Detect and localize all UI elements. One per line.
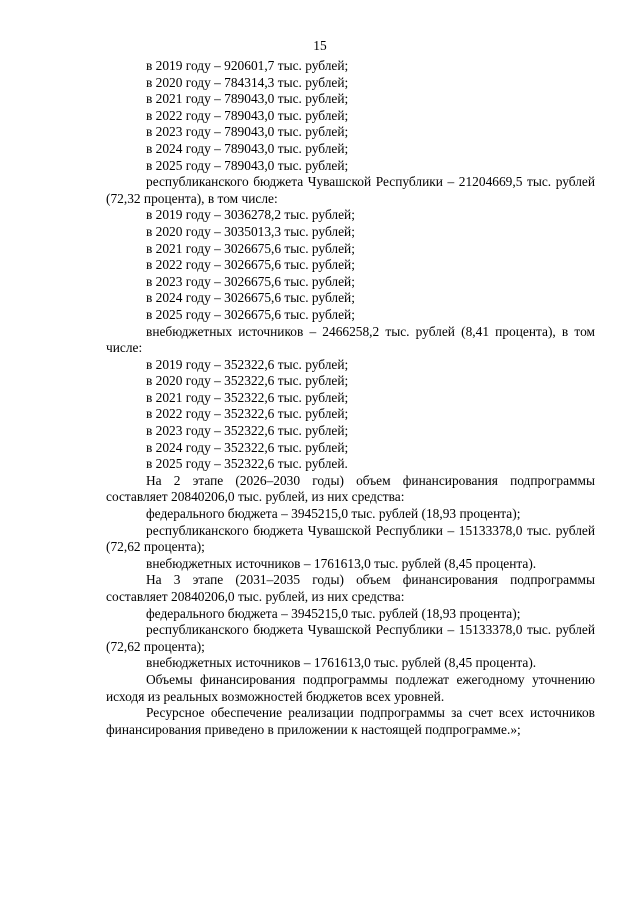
paragraph: Объемы финансирования подпрограммы подлежат ежегодному уточнению исходя из реальных возможностей бюджетов всех уровней.	[106, 671, 595, 704]
list-item: в 2019 году – 920601,7 тыс. рублей;	[146, 58, 349, 73]
paragraph: внебюджетных источников – 1761613,0 тыс. рублей (8,45 процента).	[146, 555, 537, 571]
list-item: в 2022 году – 789043,0 тыс. рублей;	[146, 107, 349, 123]
paragraph: внебюджетных источников – 2466258,2 тыс. рублей (8,41 процента), в том числе:	[106, 323, 595, 356]
list-item: в 2021 году – 352322,6 тыс. рублей;	[146, 389, 349, 405]
list-item: в 2021 году – 789043,0 тыс. рублей;	[146, 91, 349, 107]
paragraph: республиканского бюджета Чувашской Республики – 15133378,0 тыс. рублей (72,62 процента);	[106, 522, 595, 555]
paragraph: федерального бюджета – 3945215,0 тыс. рублей (18,93 процента);	[146, 506, 521, 522]
list-item: в 2024 году – 3026675,6 тыс. рублей;	[146, 290, 355, 306]
list-item: в 2023 году – 3026675,6 тыс. рублей;	[146, 273, 355, 289]
list-item: в 2020 году – 784314,3 тыс. рублей;	[146, 74, 349, 90]
list-item: в 2025 году – 352322,6 тыс. рублей.	[146, 456, 348, 472]
paragraph: внебюджетных источников – 1761613,0 тыс. рублей (8,45 процента).	[146, 655, 537, 671]
list-item: в 2023 году – 352322,6 тыс. рублей;	[146, 423, 349, 439]
paragraph: На 2 этапе (2026–2030 годы) объем финансирования подпрограммы составляет 20840206,0 тыс. рублей, из них средства:	[106, 472, 595, 505]
list-item: в 2024 году – 789043,0 тыс. рублей;	[146, 140, 349, 156]
page-number: 15	[313, 38, 327, 53]
list-item: в 2020 году – 3035013,3 тыс. рублей;	[146, 223, 355, 239]
list-item: в 2023 году – 789043,0 тыс. рублей;	[146, 124, 349, 140]
list-item: в 2022 году – 3026675,6 тыс. рублей;	[146, 257, 355, 273]
list-item: в 2025 году – 789043,0 тыс. рублей;	[146, 157, 349, 173]
paragraph: На 3 этапе (2031–2035 годы) объем финансирования подпрограммы составляет 20840206,0 тыс. рублей, из них средства:	[106, 572, 595, 604]
list-item: в 2025 году – 3026675,6 тыс. рублей;	[146, 306, 355, 322]
paragraph: федерального бюджета – 3945215,0 тыс. рублей (18,93 процента);	[146, 605, 521, 621]
list-item: в 2019 году – 352322,6 тыс. рублей;	[146, 356, 349, 372]
paragraph: республиканского бюджета Чувашской Республики – 21204669,5 тыс. рублей (72,32 процента), в том числе:	[106, 174, 595, 206]
document-body	[106, 58, 595, 738]
list-item: в 2019 году – 3036278,2 тыс. рублей;	[146, 207, 355, 223]
paragraph: республиканского бюджета Чувашской Республики – 15133378,0 тыс. рублей (72,62 процента);	[106, 622, 595, 654]
list-item: в 2024 году – 352322,6 тыс. рублей;	[146, 439, 349, 455]
list-item: в 2021 году – 3026675,6 тыс. рублей;	[146, 240, 355, 256]
list-item: в 2020 году – 352322,6 тыс. рублей;	[146, 373, 349, 389]
list-item: в 2022 году – 352322,6 тыс. рублей;	[146, 406, 349, 422]
paragraph: Ресурсное обеспечение реализации подпрограммы за счет всех источников финансирования приведено в приложении к настоящей подпрограмме.»;	[106, 705, 595, 737]
